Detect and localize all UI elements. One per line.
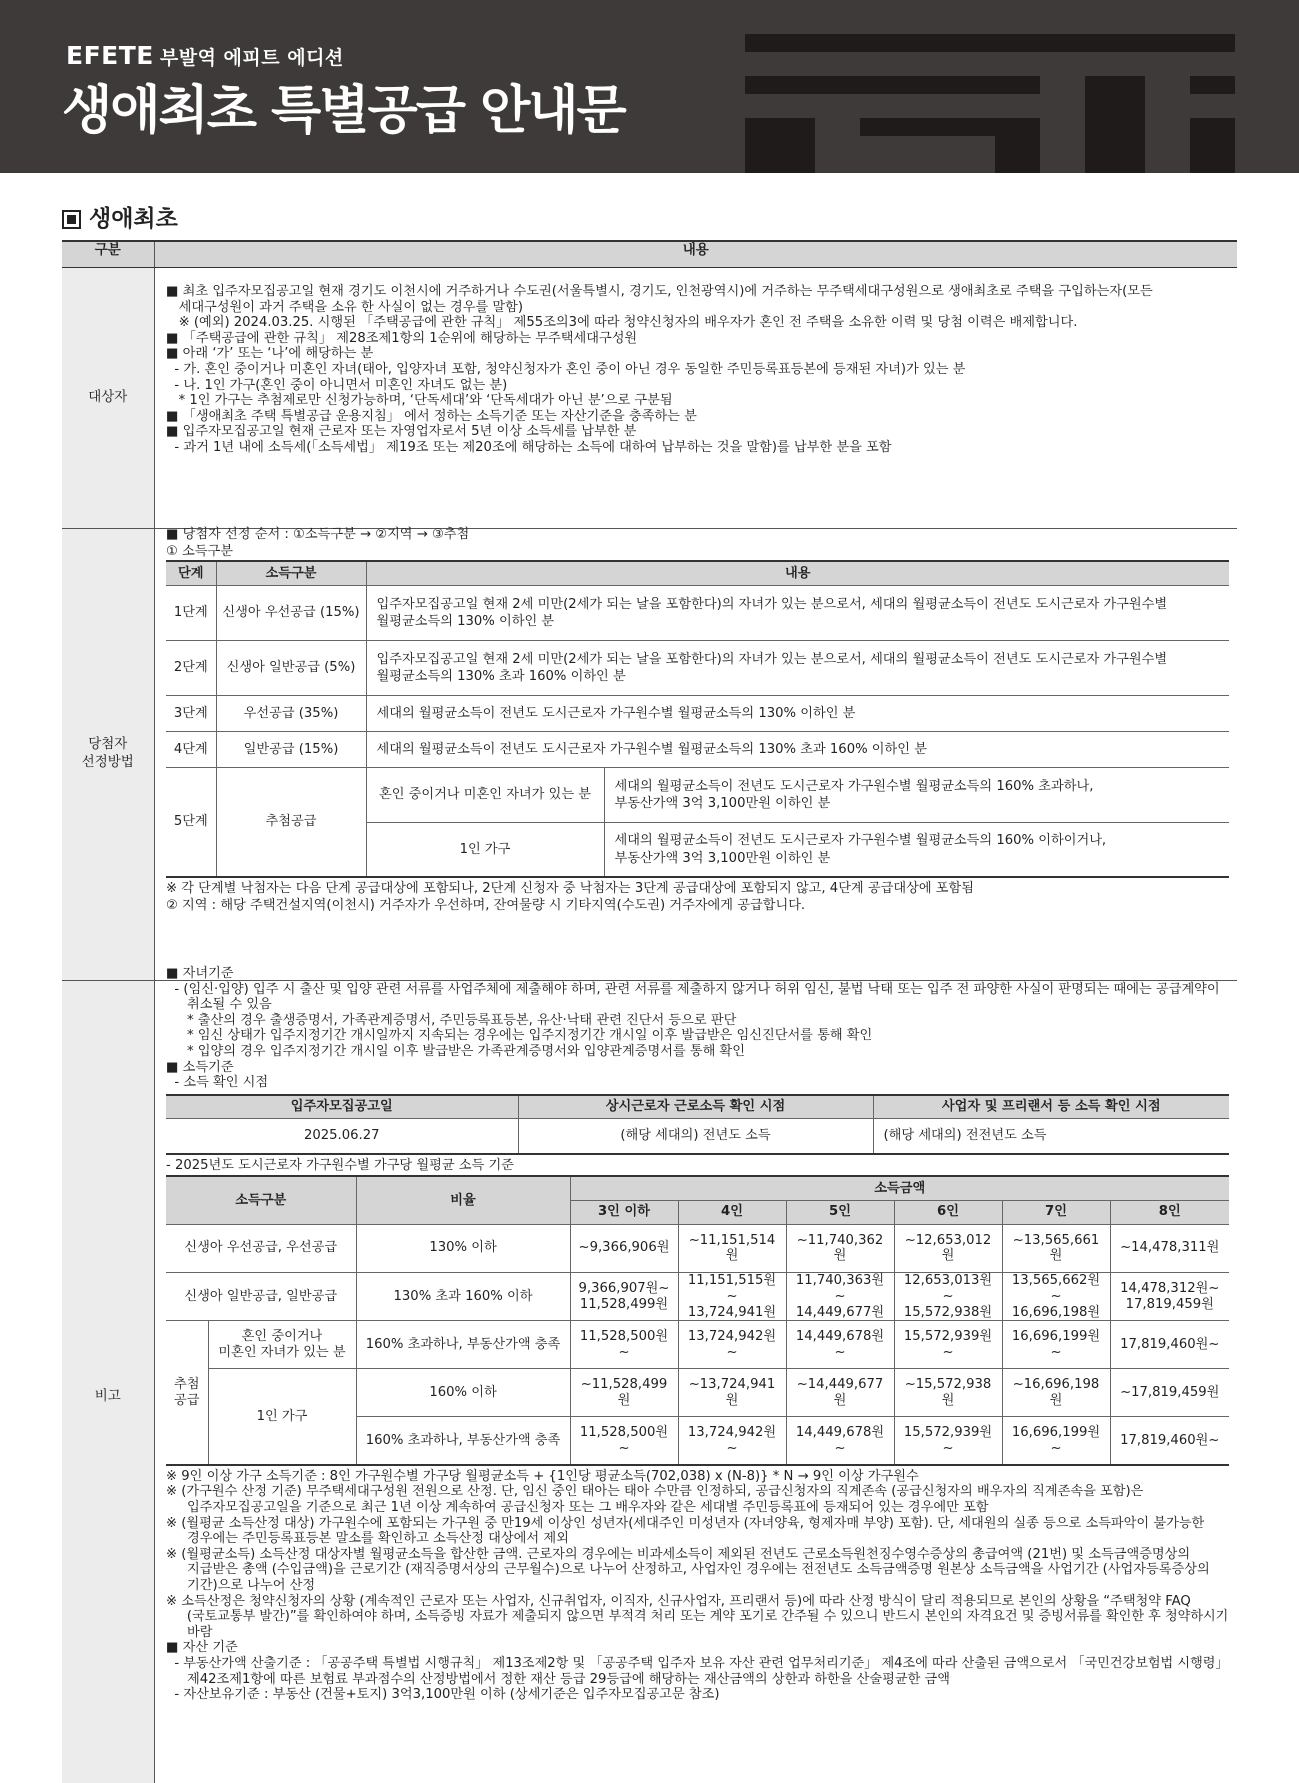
income-row bbox=[166, 1224, 1229, 1272]
text-line: - 소득 확인 시점 bbox=[166, 1075, 269, 1091]
table-cell: 9,366,907원~ 11,528,499원 bbox=[570, 1272, 678, 1321]
text-line: ■ 소득기준 bbox=[166, 1059, 234, 1075]
table-cell: 13,724,942원~ bbox=[678, 1321, 786, 1369]
income-row bbox=[166, 1321, 1229, 1369]
table-cell: 2025.06.27 bbox=[166, 1119, 518, 1154]
table-cell: 입주자모집공고일 bbox=[166, 1095, 518, 1119]
table-cell: 추첨 공급 bbox=[166, 1321, 208, 1465]
text-line: - 자산보유기준 : 부동산 (건물+토지) 3억3,100만원 이하 (상세기준은 입주자모집공고문 참조) bbox=[166, 1687, 720, 1703]
text-line: - 나. 1인 가구(혼인 중이 아니면서 미혼인 자녀도 없는 분) bbox=[166, 377, 508, 393]
text-line: ■ 자산 기준 bbox=[166, 1640, 238, 1656]
stage-row bbox=[166, 731, 1229, 767]
table-cell: 160% 초과하나, 부동산가액 충족 bbox=[356, 1417, 570, 1465]
table-cell: 혼인 중이거나 미혼인 자녀가 있는 분 bbox=[208, 1321, 356, 1369]
selection-block bbox=[166, 526, 1229, 915]
brand bbox=[66, 40, 344, 73]
text-line: - 부동산가액 산출기준 : 「공공주택 특별법 시행규칙」 제13조제2항 및 「공공주택 입주자 보유 자산 관련 업무처리기준」 제4조에 따라 산출된 금액으로서 「국민건강보험법 시행령」 bbox=[166, 1656, 1229, 1671]
text-line: (국토교통부 발간)”를 확인하여야 하며, 소득증빙 자료가 제출되지 않으면 부적격 처리 또는 계약 포기로 간주될 수 있으니 반드시 본인의 자격요건 및 증빙서류를 확인한 후 청약하시기 bbox=[166, 1609, 1229, 1625]
table-cell: 8인 bbox=[1110, 1200, 1229, 1224]
text-line: * 출산의 경우 출생증명서, 가족관계증명서, 주민등록표등본, 유산·낙태 관련 진단서 등으로 판단 bbox=[166, 1012, 737, 1028]
text-line: ■ 「생애최초 주택 특별공급 운용지침」 에서 정하는 소득기준 또는 자산기준을 충족하는 분 bbox=[166, 408, 697, 424]
label-selection: 당첨자 선정방법 bbox=[62, 528, 154, 980]
table-cell: 입주자모집공고일 현재 2세 미만(2세가 되는 날을 포함한다)의 자녀가 있는 분으로서, 세대의 월평균소득이 전년도 도시근로자 가구원수별 월평균소득의 130% 초과 160% 이하인 분 bbox=[366, 640, 1229, 695]
income-check-table bbox=[166, 1094, 1229, 1155]
table-cell: 16,696,199원~ bbox=[1002, 1417, 1110, 1465]
brand-logo-text: EFETE bbox=[66, 41, 154, 70]
table-cell: 12,653,013원~ 15,572,938원 bbox=[894, 1272, 1002, 1321]
table-cell: 5단계 bbox=[166, 767, 216, 877]
col-header-category: 구분 bbox=[62, 241, 154, 267]
table-cell: 15,572,939원~ bbox=[894, 1321, 1002, 1369]
stage-header-content: 내용 bbox=[366, 561, 1229, 585]
text-line: 경우에는 주민등록표등본 말소를 확인하고 소득산정 대상에서 제외 bbox=[166, 1531, 569, 1547]
selection-note-1: ※ 각 단계별 낙첨자는 다음 단계 공급대상에 포함되나, 2단계 신청자 중 낙첨자는 3단계 공급대상에 포함되지 않고, 4단계 공급대상에 포함됨 bbox=[166, 881, 974, 897]
table-cell: 세대의 월평균소득이 전년도 도시근로자 가구원수별 월평균소득의 160% 초과하나, 부동산가액 3억 3,100만원 이하인 분 bbox=[604, 767, 1229, 822]
text-line: ■ 자녀기준 bbox=[166, 966, 234, 981]
table-cell: ~14,449,677원 bbox=[786, 1369, 894, 1417]
table-cell: 13,724,942원~ bbox=[678, 1417, 786, 1465]
text-line: 세대구성원이 과거 주택을 소유 한 사실이 없는 경우를 말함) bbox=[166, 299, 523, 315]
label-target: 대상자 bbox=[62, 267, 154, 528]
table-cell: 5인 bbox=[786, 1200, 894, 1224]
text-line: 제42조제1항에 따른 보험료 부과점수의 산정방법에서 정한 재산 등급 29등급에 해당하는 재산금액의 상한과 하한을 산술평균한 금액 bbox=[166, 1671, 951, 1687]
table-cell: 130% 초과 160% 이하 bbox=[356, 1272, 570, 1321]
table-cell: (해당 세대의) 전전년도 소득 bbox=[873, 1119, 1229, 1154]
table-cell: 1단계 bbox=[166, 585, 216, 640]
target-lines bbox=[166, 284, 1226, 456]
table-cell: 3단계 bbox=[166, 695, 216, 731]
table-cell: 11,151,515원~ 13,724,941원 bbox=[678, 1272, 786, 1321]
text-line: ※ 9인 이상 가구 소득기준 : 8인 가구원수별 가구당 월평균소득 + {1인당 평균소득(702,038) x (N-8)} * N → 9인 이상 가구원수 bbox=[166, 1468, 919, 1484]
square-bullet-icon bbox=[62, 210, 81, 229]
stage-row bbox=[166, 695, 1229, 731]
table-cell: 130% 이하 bbox=[356, 1224, 570, 1272]
text-line: ■ 최초 입주자모집공고일 현재 경기도 이천시에 거주하거나 수도권(서울특별시, 경기도, 인천광역시)에 거주하는 무주택세대구성원으로 생애최초로 주택을 구입하는자(모든 bbox=[166, 284, 1153, 299]
text-line: 입주자모집공고일을 기준으로 최근 1년 이상 계속하여 공급신청자 또는 그 배우자와 같은 세대별 주민등록표에 등재되어 있는 경우에만 포함 bbox=[166, 1500, 989, 1516]
table-cell: 세대의 월평균소득이 전년도 도시근로자 가구원수별 월평균소득의 160% 이하이거나, 부동산가액 3억 3,100만원 이하인 분 bbox=[604, 822, 1229, 877]
table-cell: 17,819,460원~ bbox=[1110, 1321, 1229, 1369]
table-cell: ~11,151,514원 bbox=[678, 1224, 786, 1272]
text-line: 바람 bbox=[166, 1624, 213, 1640]
table-cell: ~13,565,661원 bbox=[1002, 1224, 1110, 1272]
table-cell: 3인 이하 bbox=[570, 1200, 678, 1224]
table-cell: 17,819,460원~ bbox=[1110, 1417, 1229, 1465]
table-cell: 사업자 및 프리랜서 등 소득 확인 시점 bbox=[873, 1095, 1229, 1119]
table-cell: 14,449,678원~ bbox=[786, 1321, 894, 1369]
table-cell: 소득금액 bbox=[570, 1176, 1229, 1200]
text-line: - (임신·입양) 입주 시 출산 및 입양 관련 서류를 사업주체에 제출해야 하며, 관련 서류를 제출하지 않거나 허위 임신, 불법 낙태 또는 입주 전 파양한 사실이 판명되는 때에는 공급계약이 bbox=[166, 981, 1220, 997]
table-cell: 신생아 일반공급, 일반공급 bbox=[166, 1272, 356, 1321]
page-header bbox=[0, 0, 1299, 173]
text-line: ※ 소득산정은 청약신청자의 상황 (계속적인 근로자 또는 사업자, 신규취업자, 이직자, 신규사업자, 프리랜서 등)에 따라 산정 방식이 달리 적용되므로 본인의 상황을 “주택청약 FAQ bbox=[166, 1593, 1191, 1609]
table-cell: 16,696,199원~ bbox=[1002, 1321, 1110, 1369]
section-title bbox=[62, 205, 178, 235]
table-cell: 신생아 우선공급 (15%) bbox=[216, 585, 366, 640]
table-cell: 1인 가구 bbox=[366, 822, 604, 877]
remark-notes bbox=[166, 1469, 1229, 1703]
stage-row-5a bbox=[166, 767, 1229, 822]
table-cell: 14,449,678원~ bbox=[786, 1417, 894, 1465]
table-cell: 14,478,312원~ 17,819,459원 bbox=[1110, 1272, 1229, 1321]
text-line: * 1인 가구는 추첨제로만 신청가능하며, ‘단독세대’와 ‘단독세대가 아닌 분’으로 구분됨 bbox=[166, 393, 673, 409]
table-cell: 1인 가구 bbox=[208, 1369, 356, 1465]
table-cell: ~15,572,938원 bbox=[894, 1369, 1002, 1417]
table-cell: 15,572,939원~ bbox=[894, 1417, 1002, 1465]
table-cell: 세대의 월평균소득이 전년도 도시근로자 가구원수별 월평균소득의 130% 초과 160% 이하인 분 bbox=[366, 731, 1229, 767]
table-cell: 7인 bbox=[1002, 1200, 1110, 1224]
selection-note-2: ② 지역 : 해당 주택건설지역(이천시) 거주자가 우선하며, 잔여물량 시 기타지역(수도권) 거주자에게 공급합니다. bbox=[166, 898, 806, 914]
table-cell: 6인 bbox=[894, 1200, 1002, 1224]
selection-intro: ■ 당첨자 선정 순서 : ①소득구분 → ②지역 → ③추첨 bbox=[166, 527, 470, 542]
table-cell: 11,740,363원~ 14,449,677원 bbox=[786, 1272, 894, 1321]
stage-row bbox=[166, 585, 1229, 640]
selection-intro-2: ① 소득구분 bbox=[166, 544, 233, 560]
table-cell: 신생아 우선공급, 우선공급 bbox=[166, 1224, 356, 1272]
table-cell: 비율 bbox=[356, 1176, 570, 1224]
text-line: ■ 아래 ‘가’ 또는 ‘나’에 해당하는 분 bbox=[166, 346, 374, 362]
text-line: ※ (월평균 소득산정 대상) 가구원수에 포함되는 가구원 중 만19세 이상인 성년자(세대주인 미성년자 (자녀양육, 형제자매 부양) 포함). 단, 세대원의 실종 등으로 소득파악이 불가능한 bbox=[166, 1515, 1205, 1531]
text-line: 지급받은 총액 (수입금액)을 근로기간 (재직증명서상의 근무월수)으로 나누어 산정하고, 사업자인 경우에는 전전년도 소득금액증명 원본상 소득금액을 사업기간 (사업자등록증상의 bbox=[166, 1562, 1210, 1578]
table-cell: 신생아 일반공급 (5%) bbox=[216, 640, 366, 695]
text-line: * 임신 상태가 입주지정기간 개시일까지 지속되는 경우에는 입주지정기간 개시일 이후 발급받은 임신진단서를 통해 확인 bbox=[166, 1028, 873, 1044]
brand-subtitle: 부발역 에피트 에디션 bbox=[159, 47, 344, 69]
table-cell: 11,528,500원~ bbox=[570, 1417, 678, 1465]
text-line: * 입양의 경우 입주지정기간 개시일 이후 발급받은 가족관계증명서와 입양관계증명서를 통해 확인 bbox=[166, 1043, 746, 1059]
table-cell: 160% 이하 bbox=[356, 1369, 570, 1417]
remarks-block bbox=[166, 966, 1229, 1703]
table-cell: ~11,740,362원 bbox=[786, 1224, 894, 1272]
table-cell: ~14,478,311원 bbox=[1110, 1224, 1229, 1272]
child-criteria bbox=[166, 966, 1229, 1091]
table-cell: 11,528,500원~ bbox=[570, 1321, 678, 1369]
table-cell: 4인 bbox=[678, 1200, 786, 1224]
income-table bbox=[166, 1175, 1229, 1466]
income-row bbox=[166, 1272, 1229, 1321]
income-row bbox=[166, 1369, 1229, 1417]
text-line: ■ 입주자모집공고일 현재 근로자 또는 자영업자로서 5년 이상 소득세를 납부한 분 bbox=[166, 424, 637, 440]
table-cell: 소득구분 bbox=[166, 1176, 356, 1224]
table-cell: 입주자모집공고일 현재 2세 미만(2세가 되는 날을 포함한다)의 자녀가 있는 분으로서, 세대의 월평균소득이 전년도 도시근로자 가구원수별 월평균소득의 130% 이하인 분 bbox=[366, 585, 1229, 640]
table-cell: ~16,696,198원 bbox=[1002, 1369, 1110, 1417]
label-remarks: 비고 bbox=[62, 980, 154, 1783]
stage-header-cat: 소득구분 bbox=[216, 561, 366, 585]
page-title: 생애최초 특별공급 안내문 bbox=[62, 81, 625, 141]
text-line: ※ (가구원수 산정 기준) 무주택세대구성원 전원으로 산정. 단, 임신 중인 태아는 태아 수만큼 인정하되, 공급신청자의 직계존속 (공급신청자의 배우자의 직계존속을 포함)은 bbox=[166, 1484, 1144, 1500]
table-cell: 세대의 월평균소득이 전년도 도시근로자 가구원수별 월평균소득의 130% 이하인 분 bbox=[366, 695, 1229, 731]
table-cell: ~17,819,459원 bbox=[1110, 1369, 1229, 1417]
table-cell: 우선공급 (35%) bbox=[216, 695, 366, 731]
text-line: 기간)으로 나누어 산정 bbox=[166, 1578, 316, 1594]
table-cell: 추첨공급 bbox=[216, 767, 366, 877]
text-line: ※ (예외) 2024.03.25. 시행된 「주택공급에 관한 규칙」 제55조의3에 따라 청약신청자의 배우자가 혼인 전 주택을 소유한 이력 및 당첨 이력은 배제합니다. bbox=[166, 315, 1078, 331]
text-line: - 가. 혼인 중이거나 미혼인 자녀(태아, 입양자녀 포함, 청약신청자가 혼인 중이 아닌 경우 동일한 주민등록표등본에 등재된 자녀)가 있는 분 bbox=[166, 361, 966, 377]
table-cell: 2단계 bbox=[166, 640, 216, 695]
income-caption: - 2025년도 도시근로자 가구원수별 가구당 월평균 소득 기준 bbox=[166, 1157, 514, 1173]
table-cell: ~13,724,941원 bbox=[678, 1369, 786, 1417]
col-header-content: 내용 bbox=[154, 241, 1237, 267]
table-cell: 일반공급 (15%) bbox=[216, 731, 366, 767]
text-line: ※ (월평균소득) 소득산정 대상자별 월평균소득을 합산한 금액. 근로자의 경우에는 비과세소득이 제외된 전년도 근로소득원천징수영수증상의 총급여액 (21번) 및 소득금액증명상의 bbox=[166, 1546, 1191, 1562]
table-cell: ~11,528,499원 bbox=[570, 1369, 678, 1417]
table-cell: 4단계 bbox=[166, 731, 216, 767]
text-line: 취소될 수 있음 bbox=[166, 997, 272, 1013]
table-cell: 혼인 중이거나 미혼인 자녀가 있는 분 bbox=[366, 767, 604, 822]
text-line: ■ 「주택공급에 관한 규칙」 제28조제1항의 1순위에 해당하는 무주택세대구성원 bbox=[166, 330, 638, 346]
table-cell: ~9,366,906원 bbox=[570, 1224, 678, 1272]
stage-row bbox=[166, 640, 1229, 695]
table-cell: 13,565,662원~ 16,696,198원 bbox=[1002, 1272, 1110, 1321]
table-cell: (해당 세대의) 전년도 소득 bbox=[518, 1119, 873, 1154]
text-line: - 과거 1년 내에 소득세(「소득세법」 제19조 또는 제20조에 해당하는 소득에 대하여 납부하는 것을 말함)를 납부한 분을 포함 bbox=[166, 439, 892, 455]
table-cell: 160% 초과하나, 부동산가액 충족 bbox=[356, 1321, 570, 1369]
table-cell: ~12,653,012원 bbox=[894, 1224, 1002, 1272]
stage-table bbox=[166, 560, 1229, 878]
section-title-text: 생애최초 bbox=[89, 206, 178, 232]
stage-header-step: 단계 bbox=[166, 561, 216, 585]
table-cell: 상시근로자 근로소득 확인 시점 bbox=[518, 1095, 873, 1119]
